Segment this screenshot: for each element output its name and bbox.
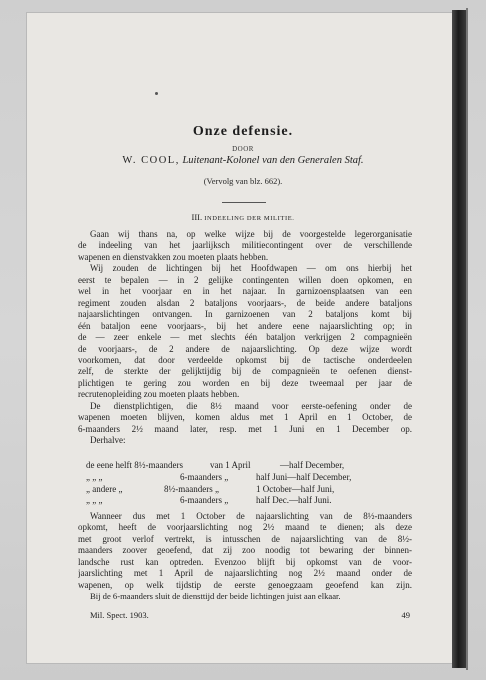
- body-line: één bataljon eene voorjaars-, bij het andere eene najaarslichting op; in: [78, 320, 412, 331]
- journal-reference: Mil. Spect. 1903.: [90, 610, 149, 620]
- schedule-row: [86, 460, 406, 472]
- schedule-who: „ andere „: [86, 483, 123, 494]
- body-line: wel in het voorjaar en in het najaar. In garnizoensplaatsen van een: [78, 286, 412, 297]
- schedule-to: half Juni—half December,: [256, 471, 352, 482]
- body-text: [78, 229, 412, 447]
- body-line: wapenen moeten blijven, komen aldus met 1 April en 1 October, de: [78, 412, 412, 423]
- body-line: eerst te bepalen — in 2 gelijke contingenten willen doen opkomen, en: [78, 274, 412, 285]
- speck: [155, 92, 158, 95]
- body-line: najaarslichtingen ontvangen. In garnizoenen van 2 bataljons komt bij: [78, 309, 412, 320]
- book-spine-edge: [452, 10, 466, 668]
- body-line: de — zeer enkele — met slechts één bataljon verkrijgen 2 compagnieën: [78, 332, 412, 343]
- body-text-continued: [78, 511, 412, 603]
- body-line: de voorjaars-, de 2 andere de najaarslichting. Op deze wijze wordt: [78, 343, 412, 354]
- body-line: wapenen, op welk tijdstip de eerste genoegzaam geoefend kan zijn.: [78, 579, 412, 590]
- body-line: wapenen en dienstvakken zou moeten plaats hebben.: [78, 251, 269, 262]
- schedule-row: [86, 472, 406, 484]
- body-line: recrutenopleiding zou moeten plaats hebben.: [78, 389, 240, 400]
- body-line: De dienstplichtigen, die 8½ maand voor eerste-oefening onder de: [90, 400, 412, 411]
- body-line: plichtigen te gering zou worden en bij deze tweemaal per jaar de: [78, 377, 412, 388]
- section-title: INDEELING DER MILITIE.: [204, 215, 295, 222]
- body-line: maanders zoover geoefend, dat zij zoo noodig tot bewaring der binnen-: [78, 545, 412, 556]
- body-line: Wanneer dus met 1 October de najaarslichting van de 8½-maanders: [90, 511, 412, 521]
- body-line: Wij zouden de lichtingen bij het Hoofdwapen — om ons hierbij het: [90, 263, 412, 274]
- schedule-who: de eene helft 8½-maanders: [86, 460, 183, 470]
- schedule-who: „ „ „: [86, 495, 103, 506]
- body-line: regiment zouden alsdan 2 bataljons voorjaars-, de beide andere bataljons: [78, 297, 412, 308]
- body-line: met groot verlof vertrekt, is intusschen de najaarslichting van de 8½-: [78, 533, 412, 544]
- signature-number: 49: [401, 610, 410, 620]
- continuation-note: (Vervolg van blz. 662).: [203, 176, 283, 186]
- schedule-table: [86, 460, 406, 507]
- body-line: Gaan wij thans na, op welke wijze bij de voorgestelde legerorganisatie: [90, 229, 412, 239]
- schedule-who: „ „ „: [86, 471, 103, 482]
- schedule-from: 6-maanders „: [180, 471, 229, 482]
- schedule-row: [86, 495, 406, 507]
- author-line: [0, 155, 486, 166]
- schedule-to: half Dec.—half Juni.: [256, 495, 332, 506]
- schedule-to: 1 October—half Juni,: [256, 483, 335, 494]
- schedule-row: [86, 484, 406, 496]
- body-line: opkomt, heeft de voorjaarslichting nog 2½ maand te dienen; als deze: [78, 522, 412, 533]
- divider-rule: [222, 202, 266, 203]
- schedule-from: van 1 April: [210, 460, 251, 470]
- body-line: Bij de 6-maanders sluit de diensttijd der beide lichtingen juist aan elkaar.: [90, 591, 341, 602]
- schedule-from: 8½-maanders „: [164, 483, 219, 494]
- schedule-to: —half December,: [280, 460, 345, 470]
- section-heading: [0, 212, 486, 222]
- body-line: voorkomen, dat door verdeelde opkomst bij de tactische onderdeelen: [78, 354, 412, 365]
- body-line: Derhalve:: [90, 435, 126, 446]
- article-title: Onze defensie.: [192, 124, 294, 139]
- author-name: W. COOL,: [122, 155, 180, 166]
- section-number: III.: [191, 212, 203, 222]
- page-edge-highlight: [466, 8, 468, 670]
- body-line: landsche rust kan optreden. Evenzoo blijft bij opkomst van de voor-: [78, 556, 412, 567]
- byline-door: DOOR: [232, 145, 254, 153]
- body-line: jaarslichting met 1 April de najaarslichting nog 2½ maand onder de: [78, 568, 412, 579]
- body-line: 6-maanders 2½ maand later, resp. met 1 Juni en 1 December op.: [78, 423, 412, 434]
- body-line: zelf, de sterkte der gelijktijdig bij de compagnieën te oefenen dienst-: [78, 366, 412, 377]
- author-rank: Luitenant-Kolonel van den Generalen Staf.: [182, 155, 364, 166]
- body-line: de indeeling van het jaarlijksch militiecontingent over de verschillende: [78, 240, 412, 251]
- schedule-from: 6-maanders „: [180, 495, 229, 506]
